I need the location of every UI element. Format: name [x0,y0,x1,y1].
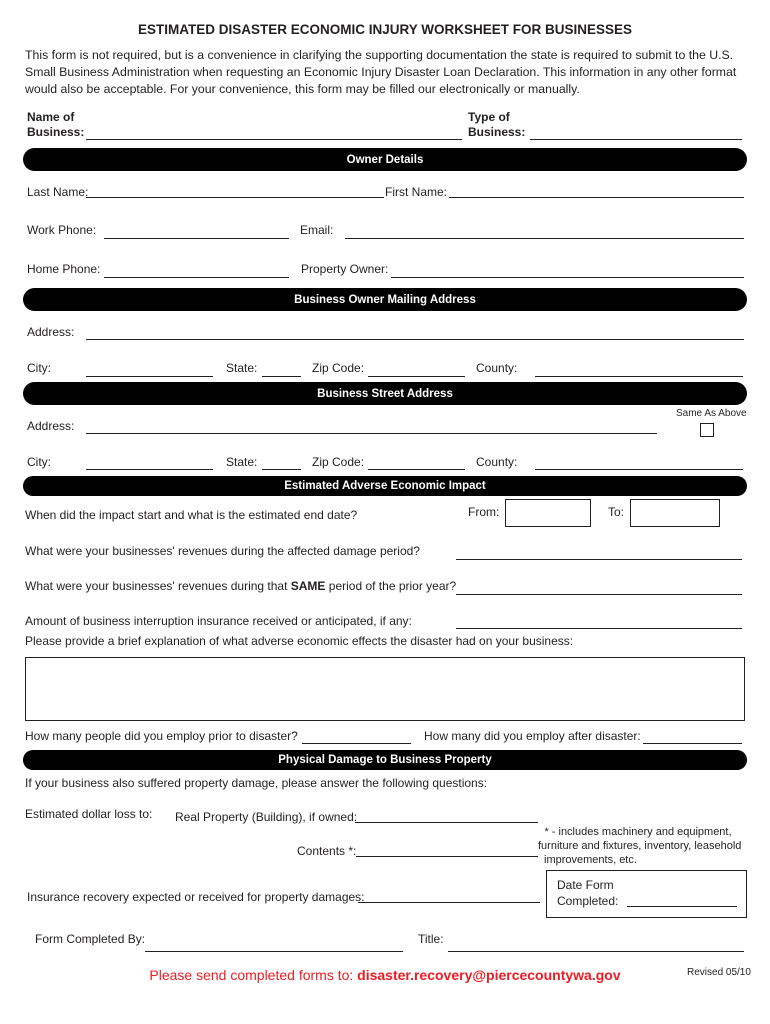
business-name-field[interactable] [86,139,462,140]
street-zip-field[interactable] [368,469,465,470]
contents-field[interactable] [356,856,538,857]
mailing-zip-label: Zip Code: [312,361,365,375]
email-label: Email: [300,223,334,237]
contents-footnote: * - includes machinery and equipment, furniture and fixtures, inventory, leasehold improvements, etc. [538,826,742,866]
real-property-label: Real Property (Building), if owned: [175,810,358,824]
street-city-field[interactable] [86,469,213,470]
work-phone-field[interactable] [104,238,289,239]
title-label: Title: [418,932,444,946]
employ-before-label: How many people did you employ prior to disaster? [25,729,298,743]
mailing-county-label: County: [476,361,518,375]
estimated-loss-label: Estimated dollar loss to: [25,807,153,821]
home-phone-label: Home Phone: [27,262,101,276]
business-type-label: Type of Business: [468,110,526,139]
mailing-address-header: Business Owner Mailing Address [23,288,747,311]
mailing-state-field[interactable] [262,376,301,377]
send-forms-note: Please send completed forms to: disaster.recovery@piercecountywa.gov [149,967,621,983]
to-label: To: [608,505,625,519]
revenue-question: What were your businesses' revenues during the affected damage period? [25,544,420,558]
street-state-label: State: [226,455,258,469]
street-county-field[interactable] [535,469,743,470]
revised-date: Revised 05/10 [687,967,751,978]
same-as-above-label: Same As Above [676,408,747,419]
property-owner-label: Property Owner: [301,262,389,276]
completed-label: Completed: [557,894,619,908]
from-date-input[interactable] [505,499,591,527]
street-zip-label: Zip Code: [312,455,365,469]
employ-after-field[interactable] [643,743,742,744]
mailing-state-label: State: [226,361,258,375]
property-owner-field[interactable] [391,277,744,278]
street-address-field[interactable] [86,433,657,434]
business-type-field[interactable] [530,139,742,140]
mailing-address-label: Address: [27,325,75,339]
employ-after-label: How many did you employ after disaster: [424,729,641,743]
title-field[interactable] [448,951,744,952]
mailing-zip-field[interactable] [368,376,465,377]
last-name-label: Last Name: [27,185,89,199]
employ-before-field[interactable] [302,743,411,744]
prior-revenue-field[interactable] [456,594,742,595]
owner-details-header: Owner Details [23,148,747,171]
date-form-label: Date Form [557,878,614,892]
work-phone-label: Work Phone: [27,223,97,237]
mailing-address-field[interactable] [86,339,744,340]
mailing-county-field[interactable] [535,376,743,377]
physical-damage-intro: If your business also suffered property damage, please answer the following questions: [25,776,488,790]
street-address-label: Address: [27,419,75,433]
physical-damage-header: Physical Damage to Business Property [23,750,747,770]
insurance-recovery-label: Insurance recovery expected or received for property damages: [27,890,365,904]
email-field[interactable] [345,238,744,239]
street-address-header: Business Street Address [23,382,747,405]
economic-impact-header: Estimated Adverse Economic Impact [23,476,747,496]
insurance-field[interactable] [456,628,742,629]
insurance-recovery-field[interactable] [358,902,540,903]
form-title: ESTIMATED DISASTER ECONOMIC INJURY WORKSHEET FOR BUSINESSES [137,22,633,37]
completed-by-field[interactable] [145,951,403,952]
street-state-field[interactable] [262,469,301,470]
insurance-question: Amount of business interruption insurance received or anticipated, if any: [25,614,412,628]
prior-revenue-question: What were your businesses' revenues during that SAME period of the prior year? [25,579,457,593]
to-date-input[interactable] [630,499,720,527]
mailing-city-label: City: [27,361,51,375]
real-property-field[interactable] [355,822,538,823]
impact-dates-question: When did the impact start and what is the estimated end date? [25,508,358,522]
contents-label: Contents *: [297,844,357,858]
same-as-above-checkbox[interactable] [700,423,714,437]
first-name-label: First Name: [385,185,448,199]
home-phone-field[interactable] [104,277,289,278]
revenue-field[interactable] [456,559,742,560]
date-completed-field[interactable] [627,906,737,907]
street-city-label: City: [27,455,51,469]
form-intro: This form is not required, but is a convenience in clarifying the supporting documentation the state is required to submit to the U.S. Small Business Administration when requesting an Economic Injury Disaster Loan Declaration. This information in any other format would also be acceptable. For your convenience, this form may be filled our electronically or manually. [25,48,737,96]
explanation-question: Please provide a brief explanation of what adverse economic effects the disaster had on your business: [25,634,574,648]
mailing-city-field[interactable] [86,376,213,377]
recovery-email-link[interactable]: disaster.recovery@piercecountywa.gov [357,967,621,983]
business-name-label: Name of Business: [27,110,85,139]
street-county-label: County: [476,455,518,469]
last-name-field[interactable] [86,197,384,198]
completed-by-label: Form Completed By: [35,932,146,946]
first-name-field[interactable] [449,197,744,198]
from-label: From: [468,505,500,519]
explanation-textarea[interactable] [25,657,745,721]
